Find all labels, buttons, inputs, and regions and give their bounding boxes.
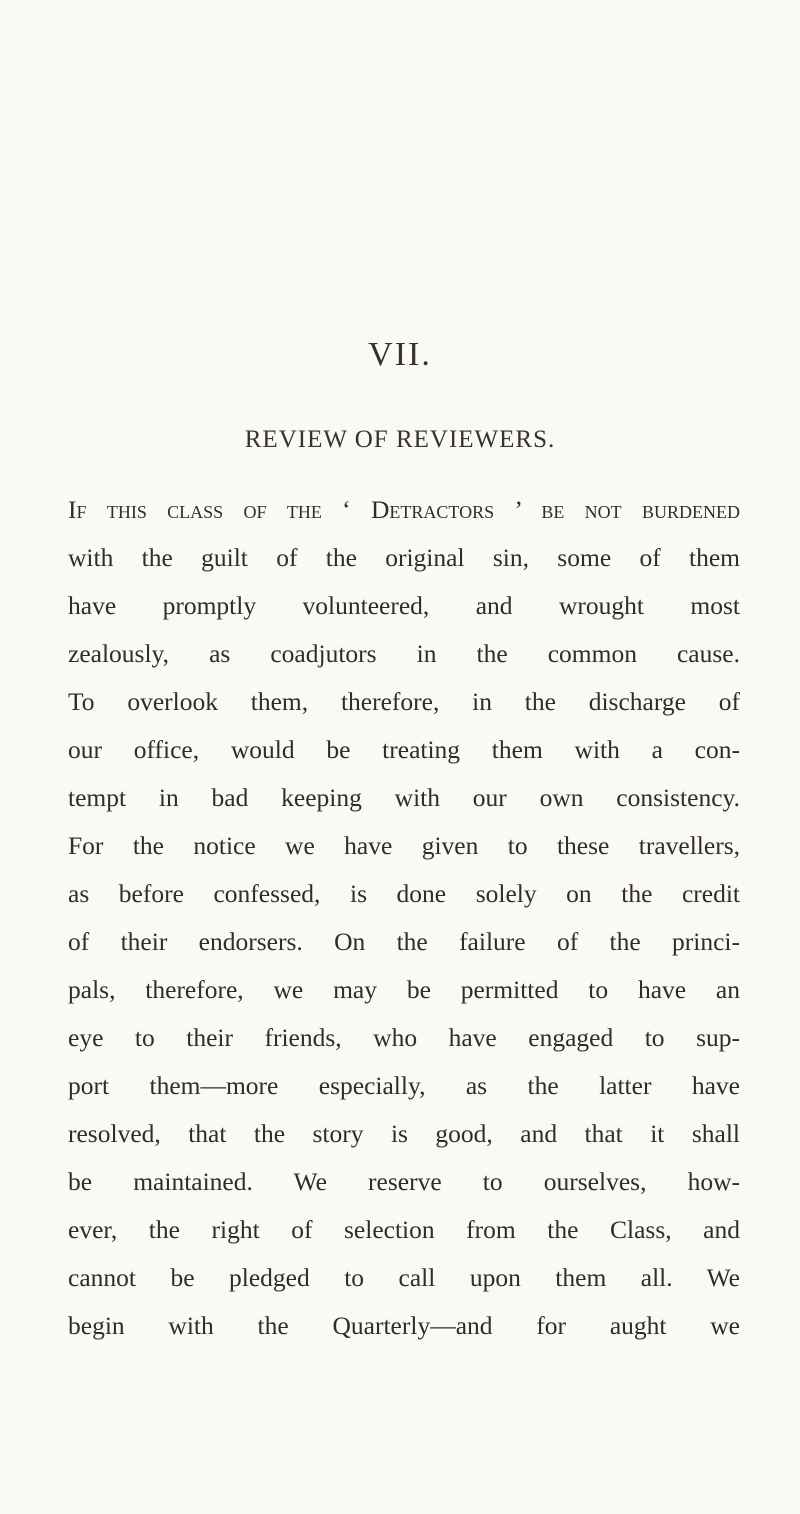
text-line: resolved, that the story is good, and that it shall — [68, 1119, 740, 1148]
text-line: as before confessed, is done solely on the credit — [68, 879, 740, 908]
text-line: zealously, as coadjutors in the common cause. — [68, 639, 740, 668]
body-text — [68, 486, 740, 1350]
text-line: be maintained. We reserve to ourselves, how- — [68, 1167, 740, 1196]
chapter-title: REVIEW OF REVIEWERS. — [244, 426, 556, 453]
chapter-number: VII. — [368, 336, 432, 373]
text-line: To overlook them, therefore, in the discharge of — [68, 687, 740, 716]
text-line: of their endorsers. On the failure of the princi- — [68, 927, 740, 956]
text-line: begin with the Quarterly—and for aught we — [68, 1311, 740, 1340]
text-line: If this class of the ‘ Detractors ’ be not burdened — [68, 495, 740, 524]
text-line: cannot be pledged to call upon them all. We — [68, 1263, 740, 1292]
text-line: For the notice we have given to these travellers, — [68, 831, 740, 860]
text-line: pals, therefore, we may be permitted to have an — [68, 975, 740, 1004]
text-line: tempt in bad keeping with our own consistency. — [68, 783, 740, 812]
text-line: have promptly volunteered, and wrought most — [68, 591, 740, 620]
text-line: ever, the right of selection from the Class, and — [68, 1215, 740, 1244]
text-line: port them—more especially, as the latter have — [68, 1071, 740, 1100]
text-line: eye to their friends, who have engaged to sup- — [68, 1023, 740, 1052]
text-line: with the guilt of the original sin, some of them — [68, 543, 740, 572]
text-line: our office, would be treating them with a con- — [68, 735, 740, 764]
